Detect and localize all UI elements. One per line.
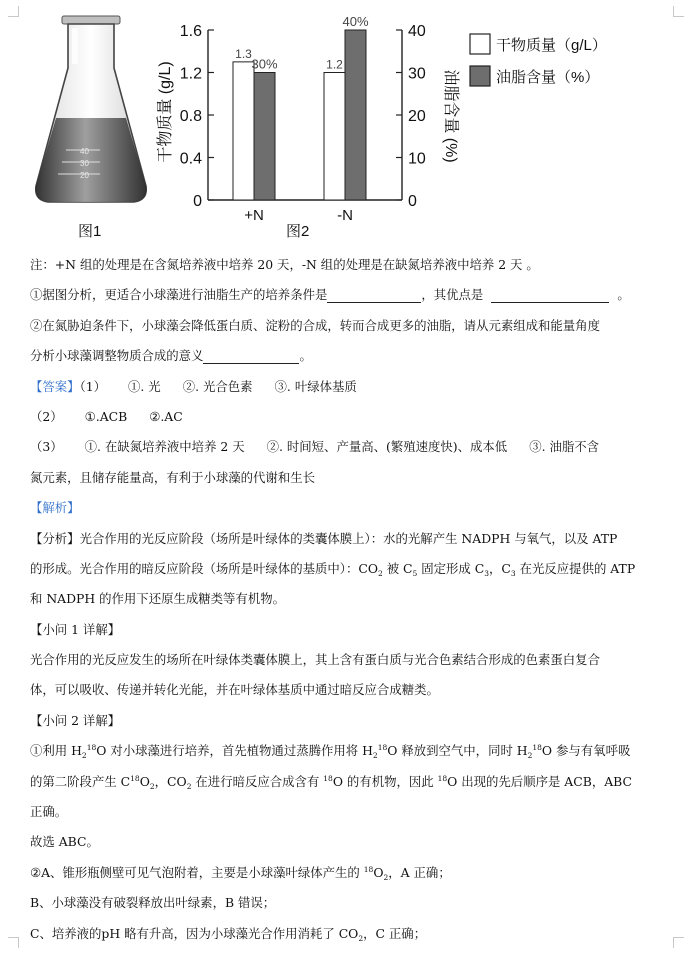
superscript: 18 xyxy=(377,743,388,753)
right-y-axis-title: 油脂含量 (%) xyxy=(442,69,459,163)
bar-value-label: 40% xyxy=(342,14,369,29)
page-corner-mark xyxy=(673,937,684,948)
explanation-text: 的第二阶段产生 C xyxy=(30,773,131,789)
explanation-text: O 出现的先后顺序是 ACB，ABC xyxy=(447,773,632,789)
superscript: 18 xyxy=(363,864,374,874)
analysis-line xyxy=(30,554,670,584)
subquestion-heading: 【小问 1 详解】 xyxy=(30,621,121,637)
superscript: 18 xyxy=(130,773,140,783)
left-y-tick-label: 0.4 xyxy=(179,150,202,168)
answer-part-label: （1） xyxy=(79,378,107,394)
right-y-tick-label: 0 xyxy=(408,193,417,210)
subquestion-2-heading xyxy=(30,706,670,736)
subquestion-2-line xyxy=(30,767,670,797)
analysis-sub-heading: 【分析】 xyxy=(30,530,80,546)
analysis-heading: 【解析】 xyxy=(30,500,80,516)
superscript: 18 xyxy=(86,743,97,753)
analysis-text: 在光反应提供的 ATP xyxy=(515,560,636,576)
page-corner-mark xyxy=(8,937,19,948)
answer-line-3-cont xyxy=(30,463,670,493)
legend-swatch-oil-content xyxy=(470,66,490,86)
answer-item: ②.AC xyxy=(149,408,183,424)
subscript: 2 xyxy=(186,781,192,791)
answer-item: ②. 光合色素 xyxy=(182,378,253,394)
explanation-text: 体，可以吸收、传递并转化光能，并在叶绿体基质中通过暗反应合成糖类。 xyxy=(30,682,439,698)
left-y-tick-label: 0 xyxy=(193,193,202,210)
answer-blank-advantage[interactable] xyxy=(491,288,609,303)
explanation-text: C、培养液的pH 略有升高，因为小球藻光合作用消耗了 CO xyxy=(30,925,359,941)
subscript: 2 xyxy=(378,568,383,578)
subscript: 2 xyxy=(383,872,389,882)
x-category-label: -N xyxy=(337,207,353,224)
analysis-text: 的形成。光合作用的暗反应阶段（场所是叶绿体的基质中）：CO xyxy=(30,560,378,576)
flask-illustration xyxy=(36,16,147,202)
explanation-text: O 释放到空气中，同时 H xyxy=(387,743,528,759)
explanation-text: O 参与有氧呼吸 xyxy=(541,743,631,759)
answer-line-3 xyxy=(30,432,670,462)
explanation-text: ②A、锥形瓶侧壁可见气泡附着，主要是小球藻叶绿体产生的 xyxy=(30,864,364,880)
flask-mark-40: 40 xyxy=(80,147,89,156)
subscript: 2 xyxy=(149,781,155,791)
explanation-text: 在进行暗反应合成含有 xyxy=(191,773,324,789)
explanation-text: ①利用 H xyxy=(30,743,82,759)
explanation-text: O 的有机物，因此 xyxy=(332,773,438,789)
left-y-tick-label: 0.8 xyxy=(179,108,202,125)
flask-shine xyxy=(72,28,78,64)
answer-heading: 【答案】 xyxy=(30,378,80,394)
subscript: 2 xyxy=(372,751,378,761)
explanation-text: ，A 正确； xyxy=(388,864,451,880)
question-2-text: ②在氮胁迫条件下，小球藻会降低蛋白质、淀粉的合成，转而合成更多的油脂，请从元素组成和能量角度 xyxy=(30,317,600,333)
legend-swatch-dry-mass xyxy=(470,34,490,54)
left-y-axis-title: 干物质量 (g/L) xyxy=(157,61,174,163)
left-y-tick-label: 1.2 xyxy=(179,65,202,83)
analysis-text: 被 C xyxy=(382,560,413,576)
answer-part-label: （2） xyxy=(30,408,63,424)
figure-area xyxy=(0,0,692,248)
question-1-end: 。 xyxy=(617,287,630,303)
subquestion-1-line xyxy=(30,645,670,675)
document-text xyxy=(30,250,670,949)
subquestion-2-line xyxy=(30,797,670,827)
flask-liquid xyxy=(36,118,147,202)
answer-item: ①. 光 xyxy=(128,378,161,394)
x-category-label: +N xyxy=(244,207,264,224)
explanation-text: O 对小球藻进行培养，首先植物通过蒸腾作用将 H xyxy=(96,743,373,759)
left-y-tick-label: 1.6 xyxy=(179,23,202,40)
analysis-line xyxy=(30,584,670,614)
subscript: 3 xyxy=(484,568,490,578)
right-y-tick-label: 10 xyxy=(408,150,426,168)
superscript: 18 xyxy=(437,773,448,783)
answer-item: ③. 油脂不含 xyxy=(529,439,600,455)
explanation-text: ，C 正确； xyxy=(363,925,427,941)
answer-item: ①. 在缺氮培养液中培养 2 天 xyxy=(84,439,245,455)
analysis-line xyxy=(30,524,670,554)
note-line xyxy=(30,250,670,280)
explanation-text: 故选 ABC。 xyxy=(30,834,99,850)
subscript: 3 xyxy=(510,568,516,578)
subquestion-heading: 【小问 2 详解】 xyxy=(30,712,121,728)
bar-oil-content xyxy=(254,73,275,201)
chart-legend xyxy=(470,34,607,86)
answer-part-label: （3） xyxy=(30,439,63,455)
answer-blank-significance[interactable] xyxy=(203,349,299,364)
subscript: 2 xyxy=(358,933,364,943)
question-2-line xyxy=(30,311,670,341)
question-2-text-cont: 分析小球藻调整物质合成的意义 xyxy=(30,348,204,364)
answer-item: ①.ACB xyxy=(84,408,128,424)
analysis-heading-line xyxy=(30,493,670,523)
superscript: 18 xyxy=(323,773,333,783)
answer-blank-condition[interactable] xyxy=(327,288,421,303)
explanation-text: O xyxy=(373,864,384,880)
explanation-text: 光合作用的光反应发生的场所在叶绿体类囊体膜上，其上含有蛋白质与光合色素结合形成的色素蛋白复合 xyxy=(30,652,600,668)
subquestion-1-heading xyxy=(30,615,670,645)
bar-value-label: 1.2 xyxy=(326,57,343,72)
explanation-text: ，CO xyxy=(154,773,187,789)
analysis-text: 和 NADPH 的作用下还原生成糖类等有机物。 xyxy=(30,591,285,607)
flask-mark-20: 20 xyxy=(80,171,89,180)
analysis-text: 固定形成 C xyxy=(417,560,485,576)
explanation-text: O xyxy=(139,773,150,789)
right-y-tick-label: 20 xyxy=(408,108,426,125)
answer-item: ②. 时间短、产量高、(繁殖速度快)、成本低 xyxy=(266,439,508,455)
superscript: 18 xyxy=(532,743,542,753)
figure-2-label: 图2 xyxy=(286,223,310,240)
subquestion-1-line xyxy=(30,675,670,705)
flask-rim xyxy=(62,16,120,24)
question-2-end: 。 xyxy=(299,348,312,364)
answer-item-cont: 氮元素，且储存能量高，有利于小球藻的代谢和生长 xyxy=(30,469,315,485)
legend-label-dry-mass: 干物质量（g/L） xyxy=(496,37,607,54)
subquestion-2-line xyxy=(30,919,670,949)
subquestion-2-line xyxy=(30,858,670,888)
legend-label-oil-content: 油脂含量（%） xyxy=(496,69,600,86)
question-1-text: ①据图分析，更适合小球藻进行油脂生产的培养条件是 xyxy=(30,287,328,303)
question-1-advantage: ，其优点是 xyxy=(421,287,484,303)
explanation-text: B、小球藻没有破裂释放出叶绿素，B 错误； xyxy=(30,895,276,911)
answer-line-2 xyxy=(30,402,670,432)
subquestion-2-line xyxy=(30,736,670,766)
subscript: 2 xyxy=(527,751,533,761)
question-1-line xyxy=(30,280,670,310)
right-y-tick-label: 40 xyxy=(408,23,426,40)
bar-oil-content xyxy=(345,30,366,200)
analysis-text: ，C xyxy=(489,560,511,576)
bar-dry-mass xyxy=(324,73,345,201)
subquestion-2-line xyxy=(30,888,670,918)
answer-item: ③. 叶绿体基质 xyxy=(274,378,357,394)
bar-chart xyxy=(156,14,460,224)
bar-value-label: 30% xyxy=(251,56,278,72)
note-text: 注：+N 组的处理是在含氮培养液中培养 20 天，-N 组的处理是在缺氮培养液中培养 2 天 。 xyxy=(30,257,539,272)
answer-line-1 xyxy=(30,372,670,402)
bar-value-label: 1.3 xyxy=(235,46,252,61)
flask-mark-30: 30 xyxy=(80,159,89,168)
figure-1-label: 图1 xyxy=(78,223,102,240)
subscript: 2 xyxy=(81,751,87,761)
analysis-text: 光合作用的光反应阶段（场所是叶绿体的类囊体膜上）：水的光解产生 NADPH 与氧气，以及 ATP xyxy=(79,530,618,546)
bar-dry-mass xyxy=(233,62,254,200)
question-2-line xyxy=(30,341,670,371)
subquestion-2-line xyxy=(30,827,670,857)
right-y-tick-label: 30 xyxy=(408,65,426,83)
subscript: 5 xyxy=(412,568,418,578)
explanation-text: 正确。 xyxy=(30,804,68,820)
